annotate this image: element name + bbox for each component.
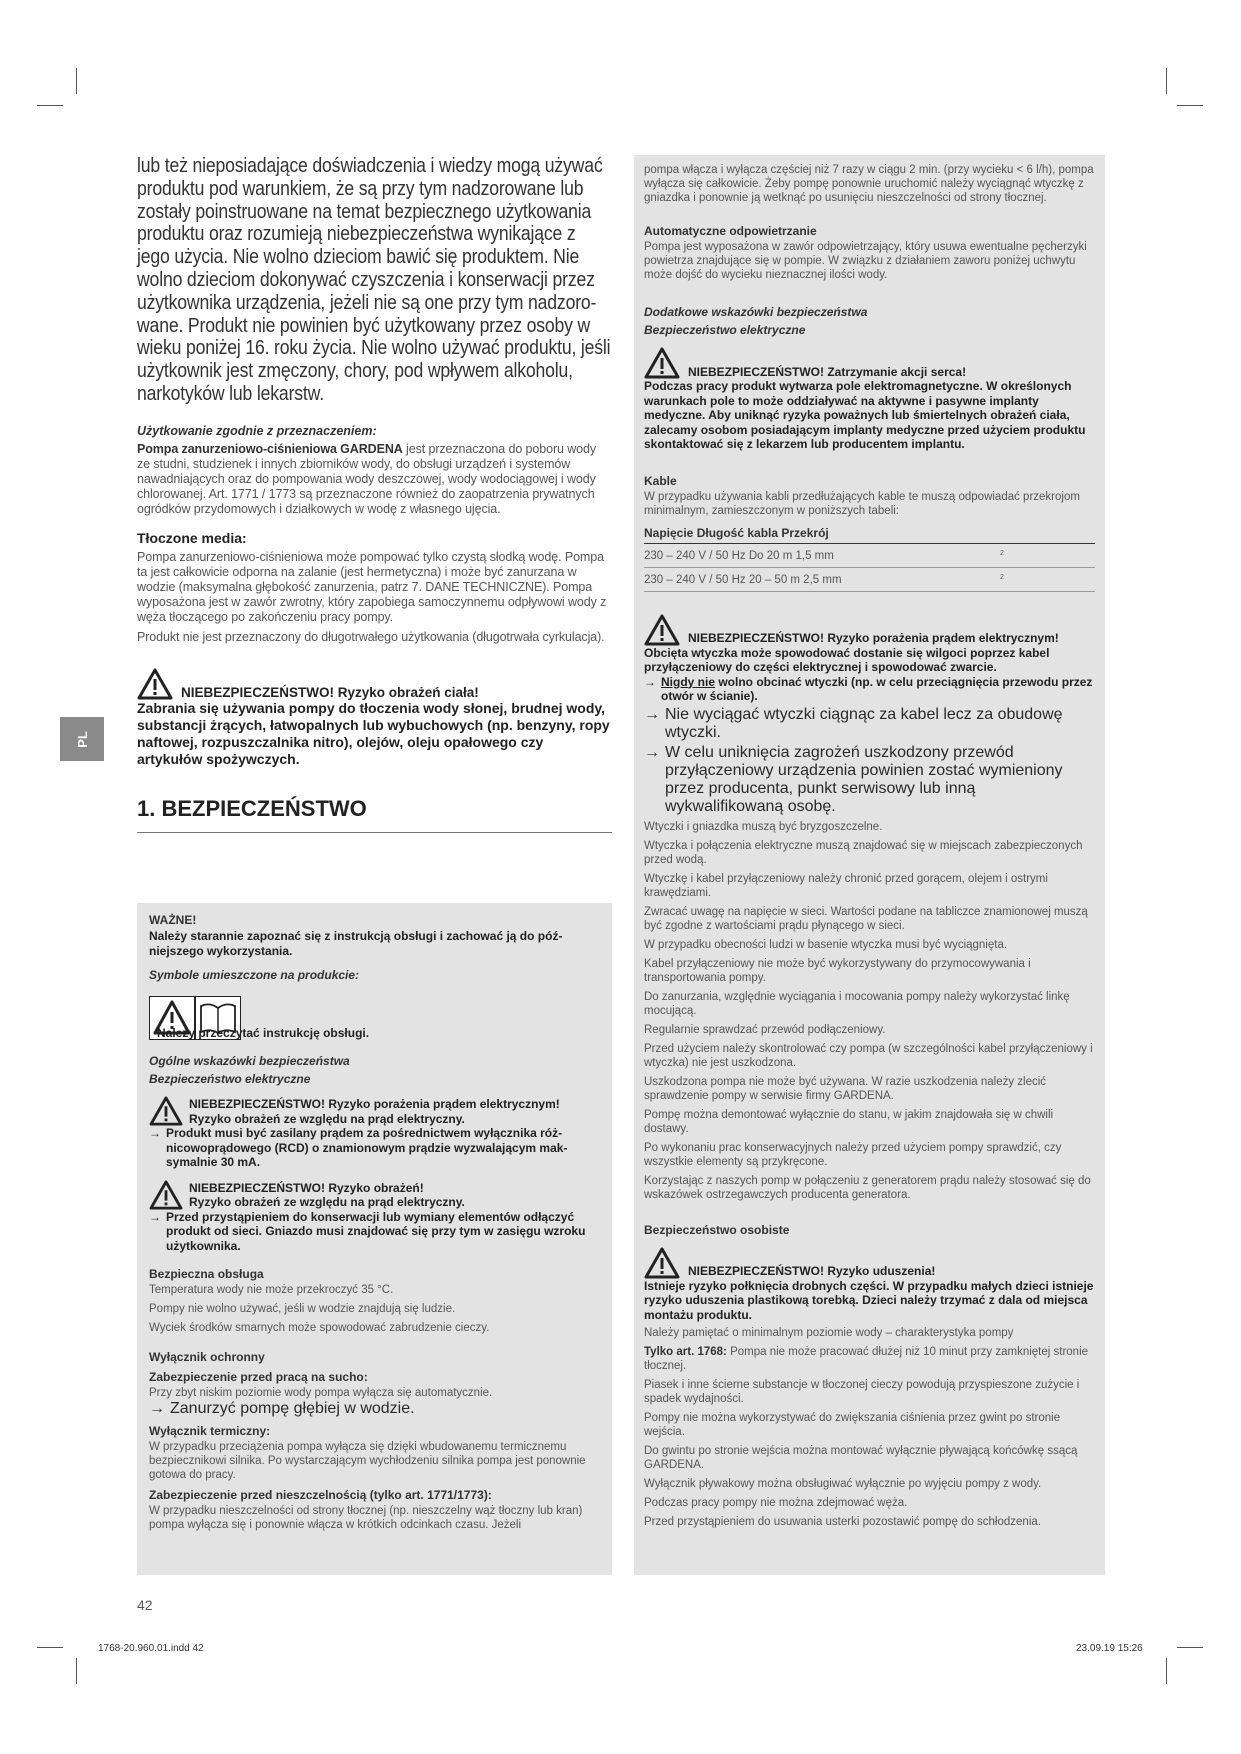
safe-text: Wyciek środków smarnych może spowodować zabrudzenie cieczy. [149, 1322, 490, 1334]
list-item: → Nigdy nie wolno obcinać wtyczki (np. w celu przeciągnięcia przewodu przez otwór w ścianie). [644, 674, 1093, 703]
warning-body: Podczas pracy produkt wytwarza pole elektromagnetyczne. W określonych warunkach pole to może oddziaływać na aktywne i pasywne implanty medyczne. Aby uniknąć ryzyka poważnych lub śmiertelnych obrażeń ciała, zalecamy osobom posiadającym implanty medyczne przed użyciem produktu skontaktować się z lekarzem lub producentem implantu. [644, 379, 1086, 451]
media-text-2: Produkt nie jest przeznaczony do długotrwałego użytkowania (długotrwała cyrkulacja). [137, 629, 605, 644]
warning-title: NIEBEZPIECZEŃSTWO! Ryzyko obrażeń! [189, 1180, 424, 1195]
section-title: 1. BEZPIECZEŃSTWO [137, 796, 612, 833]
dry-title: Zabezpieczenie przed pracą na sucho: [149, 1370, 368, 1384]
leak-title: Zabezpieczenie przed nieszczelnością (tylko art. 1771/1773): [149, 1488, 492, 1502]
list-item: → Nie wyciągać wtyczki ciągnąc za kabel lecz za obudowę wtyczki. [644, 705, 1063, 741]
vent-title: Automatyczne odpowietrzanie [644, 224, 817, 238]
paragraph: Zwracać uwagę na napięcie w sieci. Wartości podane na tabliczce znamionowej muszą być zgodne z wartościami prądu płynącego w sieci. [644, 905, 1088, 932]
intended-use-text: Pompa zanurzeniowo-ciśnieniowa GARDENA jest przeznaczona do poboru wody ze studni, studzienek i innych zbiorników wody, do obsługi urządzeń i systemów nawadniających oraz do pompowania wody deszczowej, wody wodociągowej i wody chlorowanej. Art. 1771 / 1773 są przeznaczone również do zaopatrzenia prywatnych ogródków przydomowych i działkowych w wodę z własnego ujęcia. [137, 441, 597, 516]
warning-title: NIEBEZPIECZEŃSTWO! Ryzyko uduszenia! [688, 1264, 936, 1278]
warning-title: NIEBEZPIECZEŃSTWO! Zatrzymanie akcji serca! [688, 364, 967, 379]
crop-mark [1166, 1658, 1167, 1684]
safe-text: Pompy nie wolno używać, jeśli w wodzie znajdują się ludzie. [149, 1303, 456, 1315]
warning-triangle-icon [644, 1247, 680, 1279]
paragraph: Korzystając z naszych pomp w połączeniu z generatorem prądu należy stosować się do wskazówek ostrzegawczych producenta generatora. [644, 1174, 1091, 1201]
thermal-title: Wyłącznik termiczny: [149, 1424, 271, 1438]
table-header: Napięcie Długość kabla Przekrój [644, 523, 1095, 544]
list-item: → W celu uniknięcia zagrożeń uszkodzony przewód przyłączeniowy urządzenia powinien zostać wymieniony przez producenta, punkt serwisowy lub inną wykwalifikowaną osobę. [644, 743, 1063, 815]
warning-title: NIEBEZPIECZEŃSTWO! Ryzyko porażenia prądem elektrycznym! [688, 631, 1059, 645]
footer-date: 23.09.19 15:26 [1076, 1643, 1143, 1654]
warning-body: Istnieje ryzyko połknięcia drobnych części. W przypadku małych dzieci istnieje ryzyko uduszenia plastikową torebką. Dzieci należy trzymać z dala od miejsca montażu produktu. [644, 1278, 1094, 1322]
paragraph: Do zanurzania, względnie wyciągania i mocowania pompy należy wykorzystać linkę mocującą. [644, 990, 1070, 1017]
general-title: Ogólne wskazówki bezpieczeństwa [149, 1054, 350, 1068]
leak-text: W przypadku nieszczelności od strony tłocznej (np. nieszczelny wąż tłoczny lub kran) pompa wyłącza się i ponownie włącza w krótkich odcinkach czasu. Jeżeli [149, 1505, 583, 1531]
warning-title: NIEBEZPIECZEŃSTWO! Ryzyko obrażeń ciała! [181, 684, 479, 700]
paragraph: Wyłącznik pływakowy można obsługiwać wyłącznie po wyjęciu pompy z wody. [644, 1478, 1042, 1490]
warning-injury [137, 668, 612, 700]
warning-triangle-icon [137, 668, 173, 700]
dry-text: Przy zbyt niskim poziomie wody pompa wyłącza się automatycznie. [149, 1387, 493, 1399]
paragraph: Po wykonaniu prac konserwacyjnych należy przed użyciem pompy sprawdzić, czy wszystkie elementy są przykręcone. [644, 1141, 1062, 1168]
safe-text: Temperatura wody nie może przekroczyć 35 °C. [149, 1284, 394, 1296]
elec-title: Bezpieczeństwo elektryczne [149, 1072, 311, 1086]
art1768-text: Tylko art. 1768: Pompa nie może pracować dłużej niż 10 minut przy zamkniętej stronie tłocznej. [644, 1346, 1089, 1372]
safe-title: Bezpieczna obsługa [149, 1267, 264, 1281]
right-column [634, 155, 1105, 1575]
paragraph: Wtyczkę i kabel przyłączeniowy należy chronić przed gorącem, olejem i ostrymi krawędziami. [644, 872, 1048, 899]
paragraph: Do gwintu po stronie wejścia można montować wyłącznie pływającą końcówkę ssącą GARDENA. [644, 1445, 1078, 1471]
paragraph: Przed użyciem należy skontrolować czy pompa (w szczególności kabel przyłączeniowy i wtyczka) nie jest uszkodzona. [644, 1042, 1093, 1069]
warning-title: NIEBEZPIECZEŃSTWO! Ryzyko porażenia prądem elektrycznym! [189, 1097, 560, 1111]
warning-sub: Ryzyko obrażeń ze względu na prąd elektryczny. [189, 1195, 465, 1209]
list-item: → Zanurzyć pompę głębiej w wodzie. [149, 1400, 415, 1417]
protect-title: Wyłącznik ochronny [149, 1350, 265, 1364]
list-item: → Przed przystąpieniem do konserwacji lub wymiany elementów odłączyć produkt od sieci. Gniazdo musi znajdować się przy tym w zasięgu wzroku użytkownika. [149, 1209, 586, 1253]
thermal-text: W przypadku przeciążenia pompa wyłącza się dzięki wbudowanemu termicznemu bezpiecznikowi silnika. Po wystarczającym wychłodzeniu silnika pompa jest ponownie gotowa do pracy. [149, 1441, 586, 1481]
symbols-text: Należy przeczytać instrukcję obsługi. [157, 1025, 370, 1040]
table-row: 230 – 240 V / 50 Hz 20 – 50 m 2,5 mm 2 [644, 567, 1095, 591]
warning-body: Zabrania się używania pompy do tłoczenia wody słonej, brudnej wody, substancji żrących, łatwopalnych lub wybuchowych (np. benzyny, ropy naftowej, rozpuszczalnika nitro), olejów, oleju opałowego czy artykułów spożywczych. [137, 699, 610, 767]
symbols-row [149, 996, 600, 1040]
table-row: 230 – 240 V / 50 Hz Do 20 m 1,5 mm 2 [644, 543, 1095, 567]
cable-table [644, 523, 1095, 592]
paragraph: Piasek i inne ścierne substancje w tłoczonej cieczy powodują przyspieszone zużycie i spadek wydajności. [644, 1379, 1080, 1405]
level-text: Należy pamiętać o minimalnym poziomie wody – charakterystyka pompy [644, 1327, 1014, 1339]
language-tab: PL [60, 717, 104, 761]
paragraph: Pompy nie można wykorzystywać do zwiększania ciśnienia przez gwint po stronie wejścia. [644, 1412, 1061, 1438]
cables-text: W przypadku używania kabli przedłużających kable te muszą odpowiadać przekrojom minimalnym, zamieszczonym w poniższych tabeli: [644, 490, 1080, 517]
warning-heart [644, 347, 1095, 379]
warning-triangle-icon [644, 347, 680, 379]
list-item: → Produkt musi być zasilany prądem za pośrednictwem wyłącznika różnicowoprądowego (RCD) o znamionowym prądzie wyzwalającym maksymalnie 30 mA. [149, 1126, 568, 1169]
personal-title: Bezpieczeństwo osobiste [644, 1222, 790, 1237]
crop-mark [1177, 1647, 1203, 1648]
paragraph: Uszkodzona pompa nie może być używana. W razie uszkodzenia należy zlecić sprawdzenie pompy w serwisie firmy GARDENA. [644, 1075, 1047, 1102]
paragraph: Podczas pracy pompy nie można zdejmować węża. [644, 1497, 908, 1509]
warning-triangle-icon [644, 614, 680, 646]
important-title: WAŻNE! [149, 913, 197, 927]
warning-triangle-icon [149, 1180, 183, 1210]
cables-title: Kable [644, 473, 677, 488]
crop-mark [1166, 68, 1167, 94]
paragraph: Wtyczki i gniazdka muszą być bryzgoszczelne. [644, 820, 883, 833]
safety-box [137, 903, 612, 1575]
crop-mark [76, 68, 77, 94]
important-text: Należy starannie zapoznać się z instrukcją obsługi i zachować ją do późniejszego wykorzystania. [149, 929, 563, 958]
paragraph: Kabel przyłączeniowy nie może być wykorzystywany do przymocowywania i transportowania pompy. [644, 957, 1031, 984]
warning-sub: Ryzyko obrażeń ze względu na prąd elektryczny. [189, 1111, 465, 1126]
paragraph: Wtyczka i połączenia elektryczne muszą znajdować się w miejscach zabezpieczonych przed wodą. [644, 839, 1083, 866]
left-column [137, 155, 612, 833]
page-number: 42 [137, 1597, 153, 1613]
vent-text: Pompa jest wyposażona w zawór odpowietrzający, który usuwa ewentualne pęcherzyki powietrza znajdujące się w pompie. W związku z działaniem zaworu poniżej uchwytu może dojść do wycieku nieznacznej ilości wody. [644, 241, 1087, 281]
intro-text: lub też nieposiadające doświadczenia i wiedzy mogą używać produktu pod warunkiem, że są przy tym nadzorowane lub zostały poinstruowane na temat bezpiecznego użytkowania produktu oraz rozumieją niebezpieczeństwa wynikające z jego użycia. Nie wolno dzieciom bawić się produktem. Nie wolno dzieciom dokonywać czyszczenia i konserwacji przez użytkownika urządzenia, jeżeli nie są one przy tym nadzorowane. Produkt nie powinien być użytkowany przez osoby w wieku poniżej 16. roku życia. Nie wolno używać produktu, jeśli użytkownik jest zmęczony, chory, pod wpływem alkoholu, narkotyków lub lekarstw. [137, 154, 611, 405]
warning-triangle-icon [149, 1096, 183, 1126]
warning-body: Obcięta wtyczka może spowodować dostanie się wilgoci poprzez kabel przyłączeniowy do części elektrycznej i spowodować zwarcie. [644, 645, 1050, 674]
warning-injury-electric [149, 1180, 600, 1210]
elec-title: Bezpieczeństwo elektryczne [644, 323, 806, 337]
media-title: Tłoczone media: [137, 529, 247, 546]
paragraph: Regularnie sprawdzać przewód podłączeniowy. [644, 1023, 886, 1036]
paragraph: W przypadku obecności ludzi w basenie wtyczka musi być wyciągnięta. [644, 938, 1008, 951]
electric-paragraphs [644, 820, 1095, 1202]
media-text: Pompa zanurzeniowo-ciśnieniowa może pompować tylko czystą słodką wodę. Pompa ta jest całkowicie odporna na zalanie (jest hermetyczna) i może być zanurzana w wodzie (maksymalna głębokość zanurzenia, patrz 7. DANE TECHNICZNE). Pompa wyposażona jest w zawór zwrotny, który zapobiega samoczynnemu odpływowi wody z węża tłoczącego po zakończeniu pracy pompy. [137, 549, 607, 624]
paragraph: Pompę można demontować wyłącznie do stanu, w jakim znajdowała się w chwili dostawy. [644, 1108, 1054, 1135]
footer-file: 1768-20.960.01.indd 42 [98, 1643, 204, 1654]
symbols-title: Symbole umieszczone na produkcie: [149, 968, 360, 982]
warning-electric [149, 1096, 600, 1126]
crop-mark [76, 1658, 77, 1684]
warning-suffocation [644, 1247, 1095, 1279]
intended-use-title: Użytkowanie zgodnie z przeznaczeniem: [137, 423, 377, 438]
warning-electric [644, 614, 1095, 646]
extra-title: Dodatkowe wskazówki bezpieczeństwa [644, 305, 868, 319]
crop-mark [37, 1647, 63, 1648]
crop-mark [1177, 105, 1203, 106]
cont-text: pompa włącza i wyłącza częściej niż 7 razy w ciągu 2 min. (przy wycieku < 6 l/h), pompa wyłącza się całkowicie. Żeby pompę ponownie uruchomić należy wyciągnąć wtyczkę z gniazdka i ponownie ją wetknąć po usunięciu nieszczelności od strony tłocznej. [644, 164, 1094, 204]
pump-paragraphs [644, 1378, 1095, 1529]
crop-mark [37, 105, 63, 106]
paragraph: Przed przystąpieniem do usuwania usterki pozostawić pompę do schłodzenia. [644, 1516, 1041, 1528]
